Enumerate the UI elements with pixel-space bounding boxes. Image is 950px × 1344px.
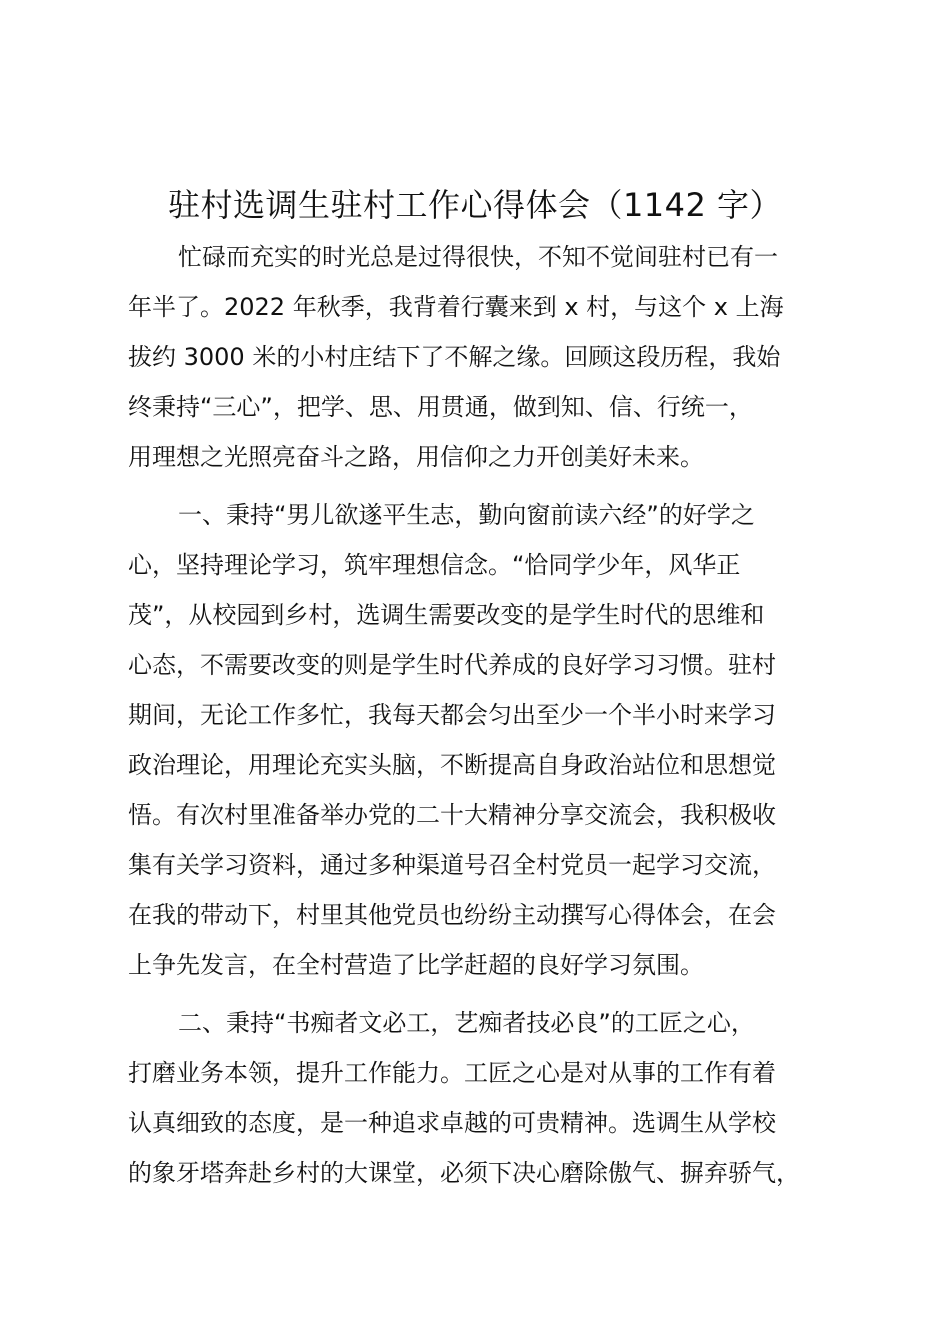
text-line: 二、秉持“书痴者文必工，艺痴者技必良”的工匠之心， bbox=[178, 1009, 755, 1037]
text-line: 用理想之光照亮奋斗之路，用信仰之力开创美好未来。 bbox=[128, 443, 704, 471]
text-line: 在我的带动下，村里其他党员也纷纷主动撰写心得体会，在会 bbox=[128, 901, 776, 929]
text-line: 茂”，从校园到乡村，选调生需要改变的是学生时代的思维和 bbox=[128, 601, 765, 629]
text-line: 一、秉持“男儿欲遂平生志，勤向窗前读六经”的好学之 bbox=[178, 501, 755, 529]
text-line: 心态，不需要改变的则是学生时代养成的良好学习习惯。驻村 bbox=[128, 651, 776, 679]
text-line: 忙碌而充实的时光总是过得很快，不知不觉间驻村已有一 bbox=[178, 243, 778, 271]
text-line: 悟。有次村里准备举办党的二十大精神分享交流会，我积极收 bbox=[128, 801, 776, 829]
paragraph-section-two bbox=[128, 998, 828, 1198]
text-line: 年半了。2022 年秋季，我背着行囊来到 x 村，与这个 x 上海 bbox=[128, 293, 784, 321]
text-line: 的象牙塔奔赴乡村的大课堂，必须下决心磨除傲气、摒弃骄气， bbox=[128, 1159, 800, 1187]
text-line: 心，坚持理论学习，筑牢理想信念。“恰同学少年，风华正 bbox=[128, 551, 741, 579]
text-line: 期间，无论工作多忙，我每天都会匀出至少一个半小时来学习 bbox=[128, 701, 776, 729]
text-line: 政治理论，用理论充实头脑，不断提高自身政治站位和思想觉 bbox=[128, 751, 776, 779]
document-body bbox=[128, 232, 828, 1206]
text-line: 拔约 3000 米的小村庄结下了不解之缘。回顾这段历程，我始 bbox=[128, 343, 781, 371]
text-line: 上争先发言，在全村营造了比学赶超的良好学习氛围。 bbox=[128, 951, 704, 979]
document-title: 驻村选调生驻村工作心得体会（1142 字） bbox=[167, 186, 783, 224]
text-line: 认真细致的态度，是一种追求卓越的可贵精神。选调生从学校 bbox=[128, 1109, 776, 1137]
text-line: 打磨业务本领，提升工作能力。工匠之心是对从事的工作有着 bbox=[128, 1059, 776, 1087]
paragraph-section-one bbox=[128, 490, 828, 990]
text-line: 集有关学习资料，通过多种渠道号召全村党员一起学习交流， bbox=[128, 851, 776, 879]
text-line: 终秉持“三心”，把学、思、用贯通，做到知、信、行统一， bbox=[128, 393, 753, 421]
paragraph-intro bbox=[128, 232, 828, 482]
